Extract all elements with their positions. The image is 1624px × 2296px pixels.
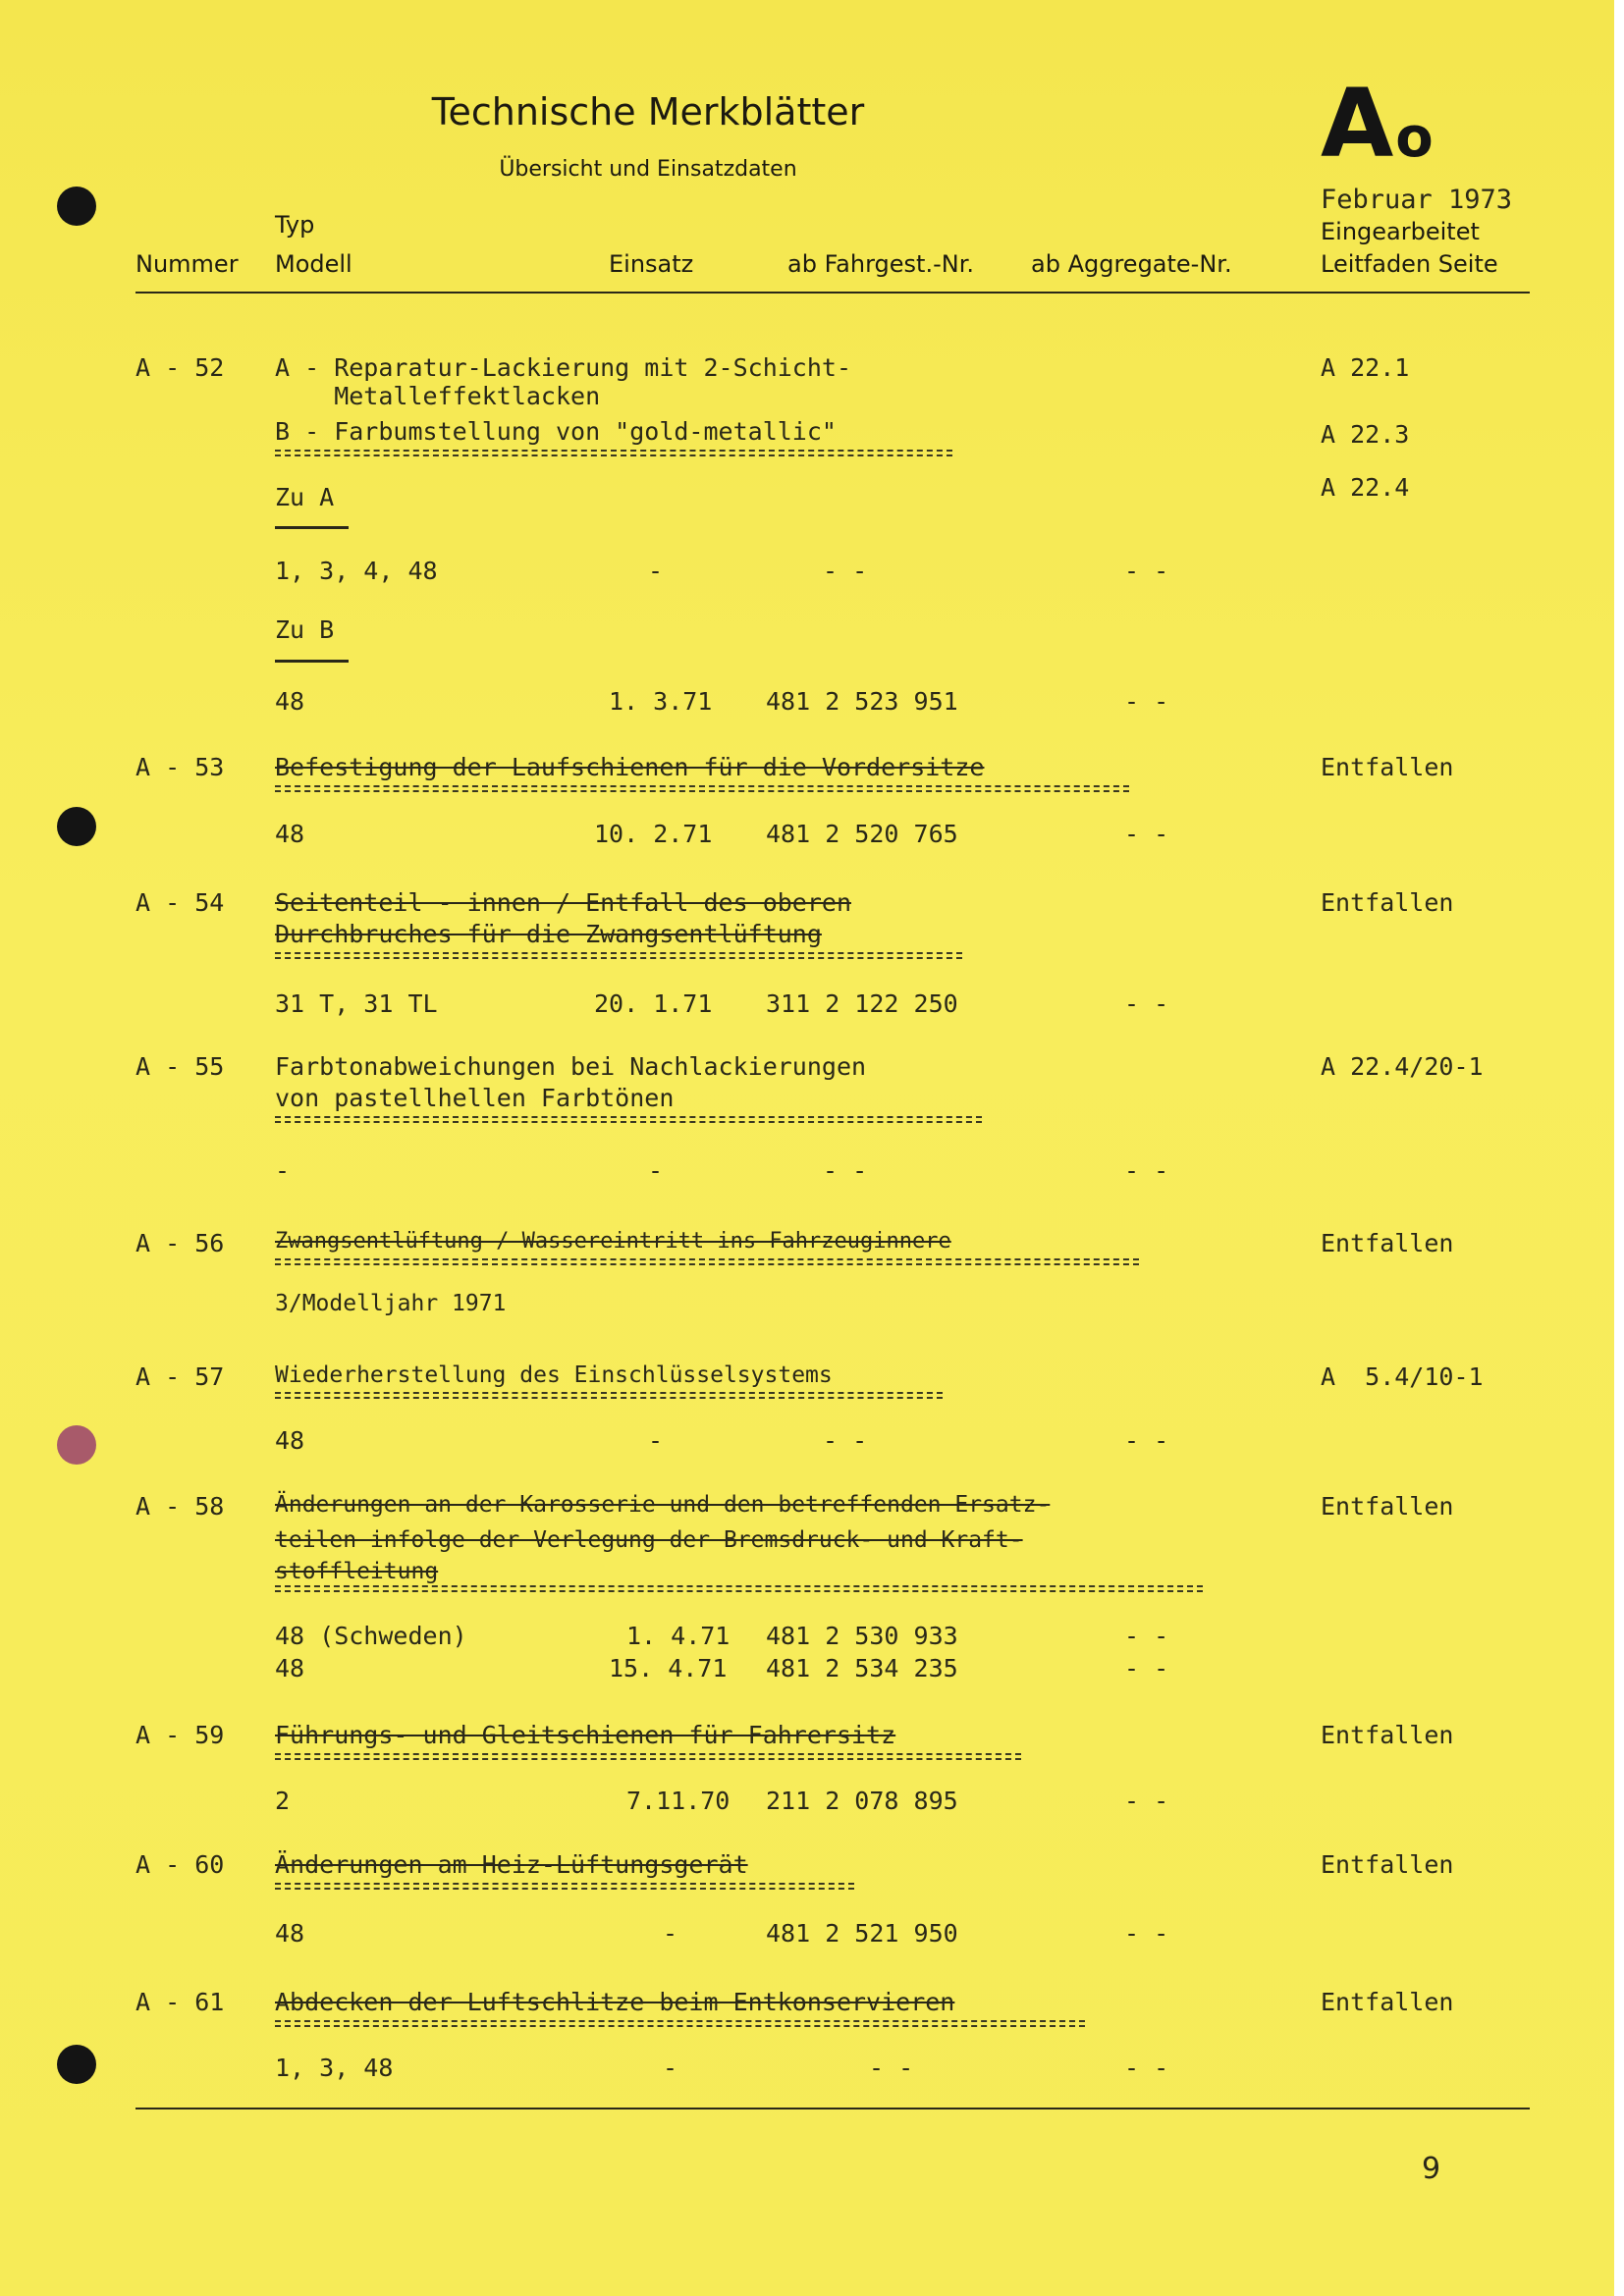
entry-title-line: Wiederherstellung des Einschlüsselsystems	[275, 1362, 833, 1388]
entry-title-line: Abdecken der Luftschlitze beim Entkonservieren	[275, 1988, 955, 2016]
row-fahrgest: 481 2 520 765	[766, 820, 958, 848]
row-einsatz: 10. 2.71	[594, 820, 713, 848]
row-fahrgest: 481 2 523 951	[766, 687, 958, 716]
row-einsatz: 15. 4.71	[609, 1654, 728, 1682]
title-double-underline	[275, 952, 962, 954]
header-aggregate: ab Aggregate-Nr.	[1031, 250, 1232, 278]
header-modell: Modell	[275, 250, 352, 278]
row-einsatz: -	[663, 2054, 678, 2082]
row-modell: 2	[275, 1787, 291, 1815]
row-aggregate: - -	[1124, 1787, 1169, 1815]
row-modell: 48	[275, 820, 305, 848]
row-aggregate: - -	[1124, 820, 1169, 848]
header-eingearbeitet: Eingearbeitet	[1321, 218, 1480, 245]
issue-date: Februar 1973	[1321, 185, 1513, 215]
row-einsatz: 1. 3.71	[609, 687, 713, 716]
row-fahrgest: 481 2 534 235	[766, 1654, 958, 1682]
leitfaden-ref: Entfallen	[1321, 888, 1454, 917]
row-einsatz: 1. 4.71	[626, 1622, 731, 1650]
leitfaden-ref: Entfallen	[1321, 1988, 1454, 2016]
sub-label-underline	[275, 526, 349, 529]
title-double-underline	[275, 1116, 982, 1118]
sub-label: Zu B	[275, 615, 335, 644]
row-einsatz: -	[663, 1919, 678, 1948]
row-aggregate: - -	[1124, 1622, 1169, 1650]
row-modell: 48	[275, 1426, 305, 1455]
footer-rule	[135, 2108, 1530, 2109]
row-einsatz: 7.11.70	[626, 1787, 731, 1815]
row-modell: 1, 3, 48	[275, 2054, 394, 2082]
header-fahrgest: ab Fahrgest.-Nr.	[787, 250, 974, 278]
title-double-underline	[275, 1883, 854, 1885]
leitfaden-ref: A 22.1	[1321, 353, 1410, 382]
entry-title-line: Seitenteil - innen / Entfall des oberen	[275, 888, 851, 917]
row-aggregate: - -	[1124, 989, 1169, 1018]
title-double-underline	[275, 450, 952, 452]
leitfaden-ref: A 5.4/10-1	[1321, 1362, 1484, 1391]
entry-number: A - 60	[135, 1850, 225, 1879]
entry-number: A - 54	[135, 888, 225, 917]
row-aggregate: - -	[1124, 1919, 1169, 1948]
row-modell: 31 T, 31 TL	[275, 989, 438, 1018]
leitfaden-ref: Entfallen	[1321, 1229, 1454, 1257]
leitfaden-ref: Entfallen	[1321, 1721, 1454, 1749]
entry-title-line: teilen infolge der Verlegung der Bremsdruck- und Kraft-	[275, 1527, 1023, 1553]
entry-title-line: Befestigung der Laufschienen für die Vordersitze	[275, 753, 985, 781]
leitfaden-ref: A 22.3	[1321, 420, 1410, 449]
entry-title-line: Durchbruches für die Zwangsentlüftung	[275, 920, 822, 948]
row-modell: -	[275, 1156, 291, 1185]
row-modell: 48	[275, 1654, 305, 1682]
section-logo	[1321, 69, 1432, 179]
title-double-underline	[275, 785, 1129, 787]
entry-title-line: B - Farbumstellung von "gold-metallic"	[275, 417, 837, 446]
title-double-underline	[275, 1585, 1203, 1587]
entry-title-line: von pastellhellen Farbtönen	[275, 1084, 675, 1112]
leitfaden-ref: A 22.4	[1321, 473, 1410, 502]
title-double-underline	[275, 1258, 1139, 1260]
binder-hole	[57, 807, 96, 846]
row-fahrgest: 311 2 122 250	[766, 989, 958, 1018]
entry-title-line: stoffleitung	[275, 1559, 439, 1584]
row-fahrgest: - -	[823, 1426, 868, 1455]
row-modell: 48	[275, 1919, 305, 1948]
title-double-underline	[275, 1392, 943, 1394]
row-einsatz: -	[648, 1156, 664, 1185]
title-double-underline	[275, 2020, 1085, 2022]
entry-number: A - 58	[135, 1492, 225, 1521]
sub-label-underline	[275, 660, 349, 663]
row-aggregate: - -	[1124, 687, 1169, 716]
leitfaden-ref: Entfallen	[1321, 1850, 1454, 1879]
row-einsatz: -	[648, 557, 664, 585]
row-fahrgest: - -	[869, 2054, 914, 2082]
row-fahrgest: 481 2 530 933	[766, 1622, 958, 1650]
sub-label: Zu A	[275, 483, 335, 511]
paper-edge	[1614, 0, 1624, 2296]
binder-hole	[57, 1425, 96, 1465]
header-leitfaden: Leitfaden Seite	[1321, 250, 1498, 278]
row-aggregate: - -	[1124, 1426, 1169, 1455]
entry-number: A - 53	[135, 753, 225, 781]
entry-title-line: Farbtonabweichungen bei Nachlackierungen	[275, 1052, 867, 1081]
header-nummer: Nummer	[135, 250, 239, 278]
logo-letter: A	[1321, 69, 1392, 179]
entry-number: A - 57	[135, 1362, 225, 1391]
binder-hole	[57, 2045, 96, 2084]
entry-title-line: A - Reparatur-Lackierung mit 2-Schicht-	[275, 353, 851, 382]
entry-title-line: Führungs- und Gleitschienen für Fahrersitz	[275, 1721, 896, 1749]
row-einsatz: 20. 1.71	[594, 989, 713, 1018]
row-einsatz: -	[648, 1426, 664, 1455]
row-modell: 1, 3, 4, 48	[275, 557, 438, 585]
row-aggregate: - -	[1124, 1156, 1169, 1185]
title-double-underline	[275, 1753, 1021, 1755]
row-fahrgest: 481 2 521 950	[766, 1919, 958, 1948]
page-number: 9	[1422, 2152, 1441, 2186]
leitfaden-ref: A 22.4/20-1	[1321, 1052, 1484, 1081]
logo-suffix: o	[1395, 106, 1432, 170]
entry-number: A - 55	[135, 1052, 225, 1081]
row-modell: 48	[275, 687, 305, 716]
header-einsatz: Einsatz	[609, 250, 694, 278]
row-fahrgest: 211 2 078 895	[766, 1787, 958, 1815]
row-aggregate: - -	[1124, 557, 1169, 585]
leitfaden-ref: Entfallen	[1321, 753, 1454, 781]
entry-title-line: Änderungen an der Karosserie und den betreffenden Ersatz-	[275, 1492, 1051, 1518]
binder-hole	[57, 187, 96, 226]
entry-number: A - 61	[135, 1988, 225, 2016]
entry-number: A - 59	[135, 1721, 225, 1749]
row-fahrgest: - -	[823, 557, 868, 585]
entry-title-line: Änderungen am Heiz-Lüftungsgerät	[275, 1850, 748, 1879]
page-title: Technische Merkblätter	[431, 90, 865, 133]
page-subtitle: Übersicht und Einsatzdaten	[499, 157, 797, 182]
row-fahrgest: - -	[823, 1156, 868, 1185]
row-modell: 3/Modelljahr 1971	[275, 1291, 507, 1316]
row-aggregate: - -	[1124, 2054, 1169, 2082]
entry-title-line: Metalleffektlacken	[275, 382, 601, 410]
entry-number: A - 52	[135, 353, 225, 382]
header-rule	[135, 292, 1530, 294]
header-typ: Typ	[275, 211, 315, 239]
entry-title-line: Zwangsentlüftung / Wassereintritt ins Fahrzeuginnere	[275, 1229, 951, 1254]
row-modell: 48 (Schweden)	[275, 1622, 467, 1650]
row-aggregate: - -	[1124, 1654, 1169, 1682]
entry-number: A - 56	[135, 1229, 225, 1257]
leitfaden-ref: Entfallen	[1321, 1492, 1454, 1521]
